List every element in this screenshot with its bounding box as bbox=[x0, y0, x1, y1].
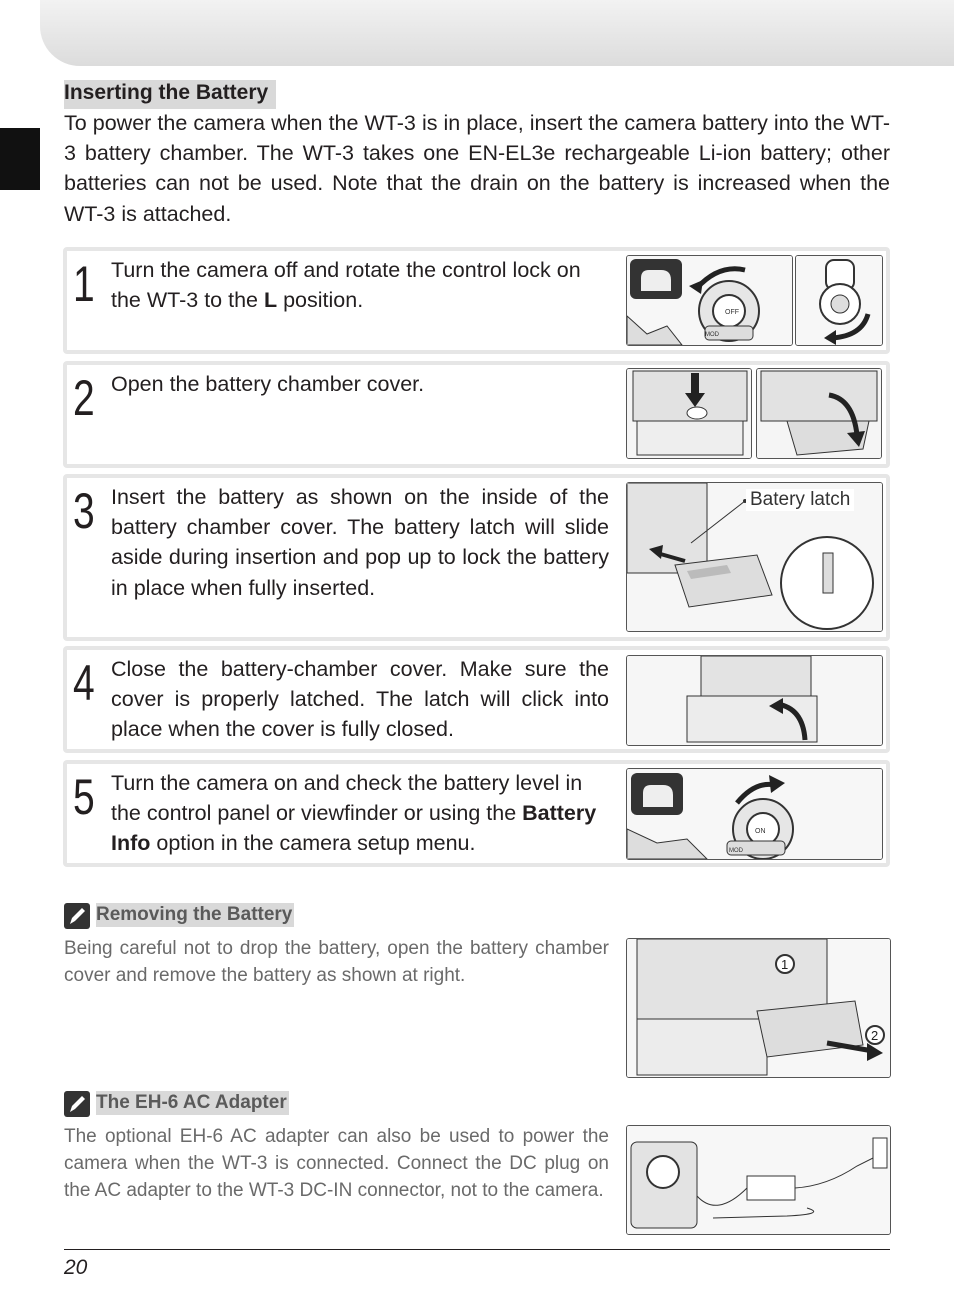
step-text: Insert the battery as shown on the inside of the battery chamber cover. The battery latch will slide aside during insertion and pop up to lock the battery in place when fully inserted. bbox=[111, 485, 609, 600]
step-number: 1 bbox=[73, 256, 95, 312]
control-lock-position: L bbox=[263, 288, 278, 313]
step-4 bbox=[63, 646, 890, 753]
note-pencil-icon bbox=[64, 1091, 90, 1117]
battery-info-menu-option: Battery Info bbox=[111, 801, 597, 856]
step-5 bbox=[63, 760, 890, 867]
step-3 bbox=[63, 474, 890, 641]
section-title: Inserting the Battery bbox=[64, 80, 276, 109]
step-2 bbox=[63, 361, 890, 468]
step-text: Turn the camera on and check the battery level in the control panel or viewfinder or using the Battery Info option in the camera setup menu. bbox=[111, 771, 597, 856]
open-cover-illustration bbox=[626, 368, 752, 459]
step-number: 2 bbox=[73, 370, 95, 426]
footer-rule bbox=[64, 1249, 890, 1250]
page-number: 20 bbox=[64, 1256, 88, 1279]
dial-on-label: ON bbox=[755, 828, 766, 835]
step-number: 5 bbox=[73, 769, 95, 825]
step-number: 4 bbox=[73, 655, 95, 711]
control-lock-detail bbox=[795, 255, 883, 346]
step-1 bbox=[63, 247, 890, 354]
section-intro: To power the camera when the WT-3 is in place, insert the camera battery into the WT-3 battery chamber. The WT-3 takes one EN-EL3e rechargeable Li-ion battery; other batteries can not be used. Note that the drain on the battery is increased when the WT-3 is attached. bbox=[64, 111, 890, 226]
header-band bbox=[40, 0, 954, 66]
step-text: Open the battery chamber cover. bbox=[111, 372, 425, 396]
dial-mode-label: MOD bbox=[729, 848, 743, 854]
close-cover-illustration bbox=[626, 655, 883, 746]
note-pencil-icon bbox=[64, 903, 90, 929]
step-number: 3 bbox=[73, 483, 95, 539]
battery-latch-callout: Batery latch bbox=[746, 489, 854, 511]
step-text: Turn the camera off and rotate the control lock on the WT-3 to the L position. bbox=[111, 258, 581, 313]
cover-open-illustration bbox=[756, 368, 882, 459]
step-marker-2: 2 bbox=[871, 1028, 879, 1043]
note-heading: Removing the Battery bbox=[96, 904, 293, 925]
step-text: Close the battery-chamber cover. Make sure the cover is properly latched. The latch will click into place when the cover is fully closed. bbox=[111, 657, 609, 742]
power-on-illustration bbox=[626, 768, 883, 860]
dial-mode-label: MOD bbox=[705, 332, 719, 338]
control-lock-illustration bbox=[626, 255, 793, 346]
note-heading: The EH-6 AC Adapter bbox=[96, 1092, 287, 1113]
remove-battery-illustration bbox=[626, 938, 891, 1078]
step-marker-1: 1 bbox=[781, 957, 789, 972]
ac-adapter-illustration bbox=[626, 1125, 891, 1235]
note-removing-battery-text: Being careful not to drop the battery, open the battery chamber cover and remove the battery as shown at right. bbox=[64, 938, 609, 986]
chapter-tab bbox=[0, 128, 40, 190]
note-ac-adapter-text: The optional EH-6 AC adapter can also be used to power the camera when the WT-3 is connected. Connect the DC plug on the AC adapter to the WT-3 DC-IN connector, not to the camera. bbox=[64, 1126, 609, 1201]
dial-off-label: OFF bbox=[725, 309, 739, 316]
